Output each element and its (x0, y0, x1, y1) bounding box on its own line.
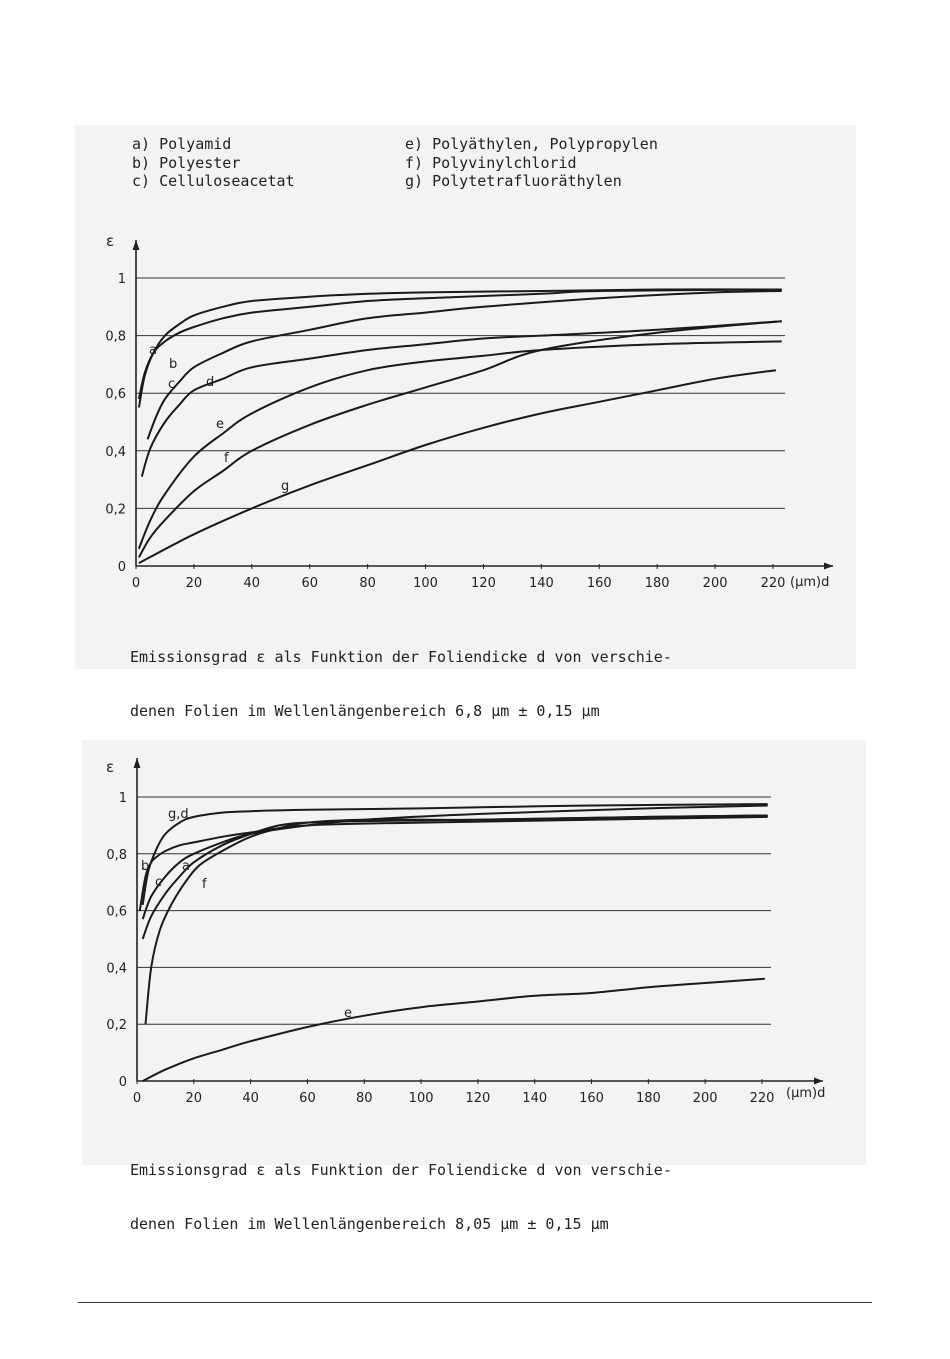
chart-1-xtick-label-4: 80 (359, 576, 376, 591)
chart-1-y-axis-arrow (133, 240, 140, 250)
chart-2-ytick-label-0: 0 (118, 1075, 127, 1090)
chart-1-ytick-label-0: 0 (117, 560, 126, 575)
chart-2-xtick-label-7: 140 (522, 1091, 548, 1106)
chart-2-series-e-line (143, 979, 765, 1081)
chart-1-xtick-label-0: 0 (131, 576, 141, 591)
chart-1-xtick-label-5: 100 (413, 576, 438, 591)
chart-1-series-c-label: c (168, 377, 176, 392)
chart-2-xtick-label-2: 40 (242, 1091, 259, 1106)
chart-2-x-axis-arrow (814, 1078, 823, 1085)
chart-2-series-gd-label: g,d (168, 807, 189, 822)
footer-rule (78, 1302, 872, 1303)
chart-1-xtick-label-7: 140 (528, 576, 554, 591)
legend-item-e: e) Polyäthylen, Polypropylen (405, 135, 658, 153)
chart-2-xtick-label-4: 80 (355, 1091, 373, 1106)
chart-2-ytick-label-5: 1 (118, 791, 127, 806)
chart-1-series-a-label: a (149, 343, 157, 358)
chart-2-series-e-label: e (344, 1006, 352, 1021)
chart-1-xtick-label-11: 220 (760, 576, 786, 591)
chart-2-y-axis-label: ε (106, 758, 115, 776)
chart-2-xtick-label-0: 0 (132, 1091, 142, 1106)
chart-1-ytick-label-3: 0,6 (105, 387, 126, 403)
chart-2-ytick-label-4: 0,8 (106, 847, 127, 863)
chart-1-x-axis-label: (μm)d (790, 575, 830, 590)
legend-item-a: a) Polyamid (132, 135, 232, 153)
chart-1-series-d-label: d (206, 375, 215, 390)
legend-item-b: b) Polyester (132, 153, 241, 172)
chart-2-xtick-label-11: 220 (749, 1091, 775, 1106)
chart-1-ytick-label-5: 1 (117, 272, 126, 287)
chart-2-series-b-label: b (141, 859, 150, 874)
chart-1-series-g-line (139, 370, 776, 563)
chart-1-xtick-label-3: 60 (301, 576, 319, 591)
chart-1-series-f-label: f (224, 451, 229, 466)
chart-1-series-d-line (142, 321, 782, 477)
chart-2-series-f-label: f (202, 877, 207, 892)
chart-1-xtick-label-10: 200 (702, 576, 728, 591)
chart-2-ytick-label-3: 0,6 (106, 904, 127, 920)
figure-2-caption-line-2: denen Folien im Wellenlängenbereich 8,05 μm ± 0,15 μm (130, 1215, 609, 1233)
figure-1-caption-line-2: denen Folien im Wellenlängenbereich 6,8 μm ± 0,15 μm (130, 702, 600, 720)
chart-1-xtick-label-8: 160 (586, 576, 612, 591)
chart-2-x-axis-label: (μm)d (786, 1086, 826, 1101)
chart-1-ytick-label-4: 0,8 (105, 329, 126, 345)
chart-1-series-b-label: b (169, 357, 178, 372)
chart-1-y-axis-label: ε (106, 232, 115, 250)
chart-2-series-a-label: a (182, 859, 190, 874)
legend-item-c: c) Celluloseacetat (132, 172, 295, 190)
chart-2-xtick-label-3: 60 (299, 1091, 316, 1106)
legend-item-g: g) Polytetrafluoräthylen (405, 172, 622, 190)
chart-1-xtick-label-2: 40 (243, 576, 261, 591)
chart-2-series-c-label: c (155, 875, 163, 890)
chart-1-series-g-label: g (281, 479, 290, 494)
chart-1-x-axis-arrow (824, 563, 833, 570)
chart-1-xtick-label-6: 120 (471, 576, 496, 591)
figure-1-caption-line-1: Emissionsgrad ε als Funktion der Foliendicke d von verschie- (130, 648, 672, 666)
chart-1-series-e-label: e (216, 417, 224, 432)
chart-1-ytick-label-2: 0,4 (105, 444, 126, 460)
chart-1-xtick-label-9: 180 (644, 576, 670, 591)
chart-2-xtick-label-5: 100 (408, 1091, 434, 1106)
chart-2-xtick-label-8: 160 (579, 1091, 604, 1106)
chart-2-y-axis-arrow (134, 758, 141, 768)
legend-item-f: f) Polyvinylchlorid (405, 153, 577, 172)
chart-1-series-f-line (139, 321, 782, 557)
chart-2-ytick-label-2: 0,4 (106, 961, 127, 977)
chart-1-series-a-line (139, 289, 782, 407)
chart-2-xtick-label-1: 20 (185, 1091, 203, 1106)
chart-1-xtick-label-1: 20 (185, 576, 203, 591)
chart-2-xtick-label-9: 180 (635, 1091, 661, 1106)
chart-1-ytick-label-1: 0,2 (105, 502, 126, 518)
figure-2-caption-line-1: Emissionsgrad ε als Funktion der Foliendicke d von verschie- (130, 1161, 672, 1179)
chart-2-xtick-label-10: 200 (692, 1091, 718, 1106)
chart-2-series-f-line (146, 816, 768, 1025)
chart-2-ytick-label-1: 0,2 (106, 1018, 127, 1034)
chart-2-series-b-line (140, 817, 768, 911)
chart-2-xtick-label-6: 120 (465, 1091, 491, 1106)
